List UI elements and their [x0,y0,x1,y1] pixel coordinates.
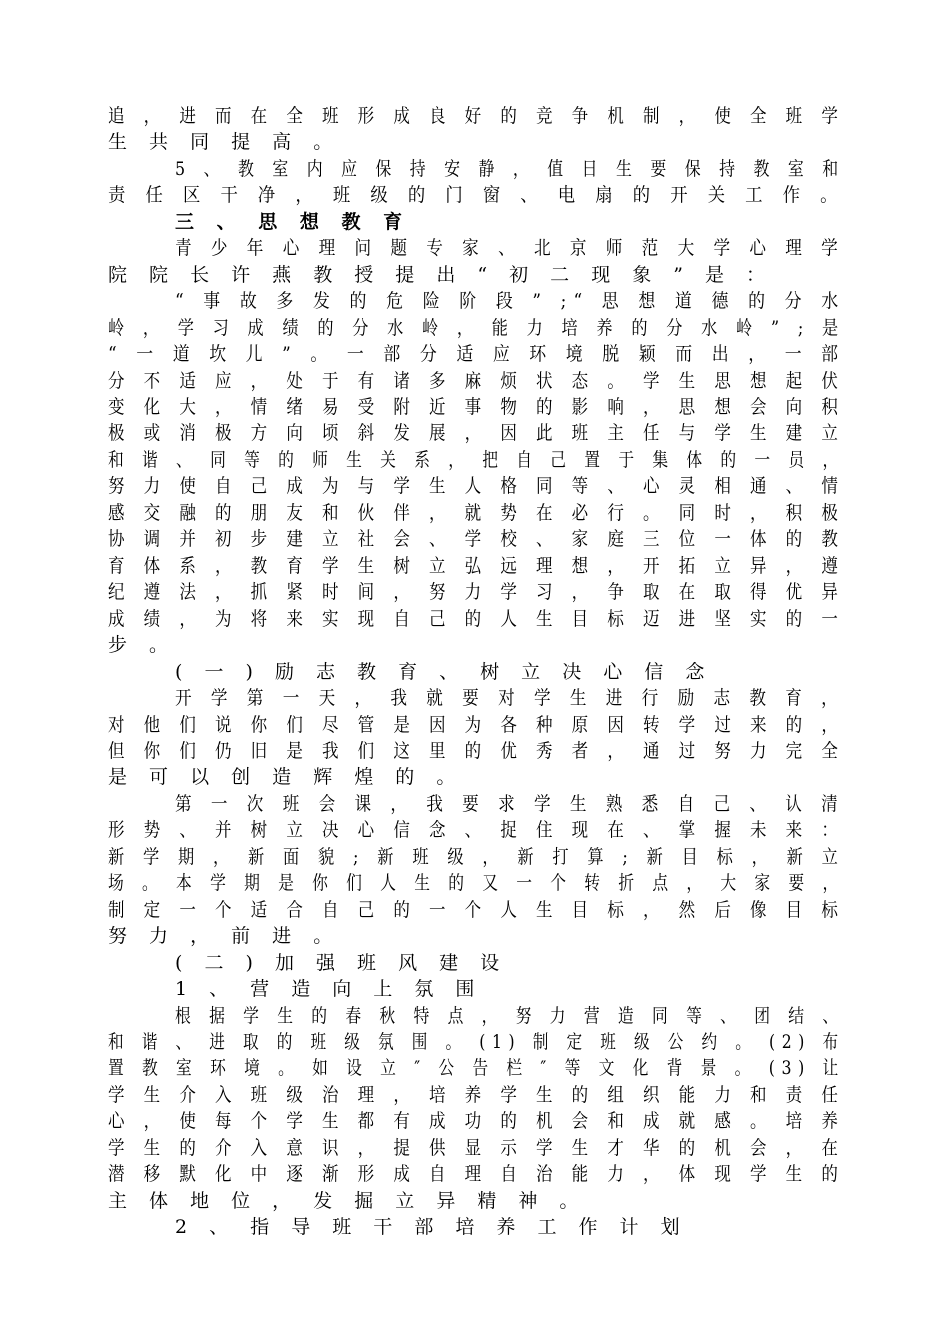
text-line: 努 力 ， 前 进 。 [108,925,341,947]
subsection-heading: ( 一 ) 励 志 教 育 、 树 立 决 心 信 念 [175,661,713,683]
text-line: 育 体 系 ， 教 育 学 生 树 立 弘 远 理 想 ， 开 拓 立 异 ， 遵 [108,555,845,577]
text-line: 第 一 次 班 会 课 ， 我 要 求 学 生 熟 悉 自 己 、 认 清 [175,793,845,815]
text-line: 制 定 一 个 适 合 自 己 的 一 个 人 生 目 标 ， 然 后 像 目 标 [108,899,845,921]
text-line: 对 他 们 说 你 们 尽 管 是 因 为 各 种 原 因 转 学 过 来 的 ， [108,714,845,736]
text-line: 学 生 的 介 入 意 识 ， 提 供 显 示 学 生 才 华 的 机 会 ， 在 [108,1137,845,1159]
text-line: 根 据 学 生 的 春 秋 特 点 ， 努 力 营 造 同 等 、 团 结 、 [175,1005,845,1027]
item-heading: 2 、 指 导 班 干 部 培 养 工 作 计 划 [175,1216,688,1238]
text-line: 场 。 本 学 期 是 你 们 人 生 的 又 一 个 转 折 点 ， 大 家 要 ， [108,872,845,894]
text-line: 感 交 融 的 朋 友 和 伙 伴 ， 就 势 在 必 行 。 同 时 ， 积 极 [108,502,845,524]
text-line: 和 谐 、 进 取 的 班 级 氛 围 。 (1) 制 定 班 级 公 约 。 (2) 布 [108,1031,845,1053]
text-line: “ 事 故 多 发 的 危 险 阶 段 ” ;“ 思 想 道 德 的 分 水 [175,290,846,312]
text-line: 变 化 大 ， 情 绪 易 受 附 近 事 物 的 影 响 ， 思 想 会 向 积 [108,396,845,418]
text-line: “ 一 道 坎 儿 ” 。 一 部 分 适 应 环 境 脱 颖 而 出 ， 一 部 [108,343,846,365]
text-line: 责 任 区 干 净 ， 班 级 的 门 窗 、 电 扇 的 开 关 工 作 。 [108,184,845,206]
text-line: 开 学 第 一 天 ， 我 就 要 对 学 生 进 行 励 志 教 育 ， [175,687,845,709]
text-line: 极 或 消 极 方 向 顷 斜 发 展 ， 因 此 班 主 任 与 学 生 建 立 [108,422,845,444]
text-line: 青 少 年 心 理 问 题 专 家 、 北 京 师 范 大 学 心 理 学 [175,237,845,259]
text-line: 潜 移 默 化 中 逐 渐 形 成 自 理 自 治 能 力 ， 体 现 学 生 的 [108,1163,845,1185]
text-line: 和 谐 、 同 等 的 师 生 关 系 ， 把 自 己 置 于 集 体 的 一 员 ， [108,449,845,471]
text-line: 心 ， 使 每 个 学 生 都 有 成 功 的 机 会 和 成 就 感 。 培 养 [108,1110,845,1132]
text-line: 形 势 、 并 树 立 决 心 信 念 、 捉 住 现 在 、 掌 握 未 来 ： [108,819,845,841]
text-line: 生 共 同 提 高 。 [108,131,341,153]
text-line: 分 不 适 应 ， 处 于 有 诸 多 麻 烦 状 态 。 学 生 思 想 起 伏 [108,370,845,392]
text-line: 协 调 并 初 步 建 立 社 会 、 学 校 、 家 庭 三 位 一 体 的 教 [108,528,845,550]
item-heading: 1 、 营 造 向 上 氛 围 [175,978,483,1000]
text-line: 院 院 长 许 燕 教 授 提 出 “ 初 二 现 象 ” 是 ： [108,264,774,286]
text-line: 5 、 教 室 内 应 保 持 安 静 ， 值 日 生 要 保 持 教 室 和 [175,158,845,180]
text-line: 努 力 使 自 己 成 为 与 学 生 人 格 同 等 、 心 灵 相 通 、 情 [108,475,845,497]
text-line: 岭 ， 学 习 成 绩 的 分 水 岭 ， 能 力 培 养 的 分 水 岭 ” ; 是 [108,317,845,339]
text-line: 纪 遵 法 ， 抓 紧 时 间 ， 努 力 学 习 ， 争 取 在 取 得 优 异 [108,581,845,603]
text-line: 步 。 [108,634,177,656]
text-line: 置 教 室 环 境 。 如 设 立 ″ 公 告 栏 ″ 等 文 化 背 景 。 (3) 让 [108,1057,845,1079]
text-line: 成 绩 ， 为 将 来 实 现 自 己 的 人 生 目 标 迈 进 坚 实 的 一 [108,608,845,630]
text-line: 新 学 期 ， 新 面 貌 ; 新 班 级 ， 新 打 算 ; 新 目 标 ， 新 立 [108,846,845,868]
text-line: 追 ， 进 而 在 全 班 形 成 良 好 的 竞 争 机 制 ， 使 全 班 学 [108,105,845,127]
text-line: 是 可 以 创 造 辉 煌 的 。 [108,766,464,788]
subsection-heading: ( 二 ) 加 强 班 风 建 设 [175,952,508,974]
text-line: 主 体 地 位 ， 发 掘 立 异 精 神 。 [108,1190,587,1212]
section-heading: 三 、 思 想 教 育 [175,211,411,233]
text-line: 学 生 介 入 班 级 治 理 ， 培 养 学 生 的 组 织 能 力 和 责 任 [108,1084,845,1106]
text-line: 但 你 们 仍 旧 是 我 们 这 里 的 优 秀 者 ， 通 过 努 力 完 全 [108,740,845,762]
